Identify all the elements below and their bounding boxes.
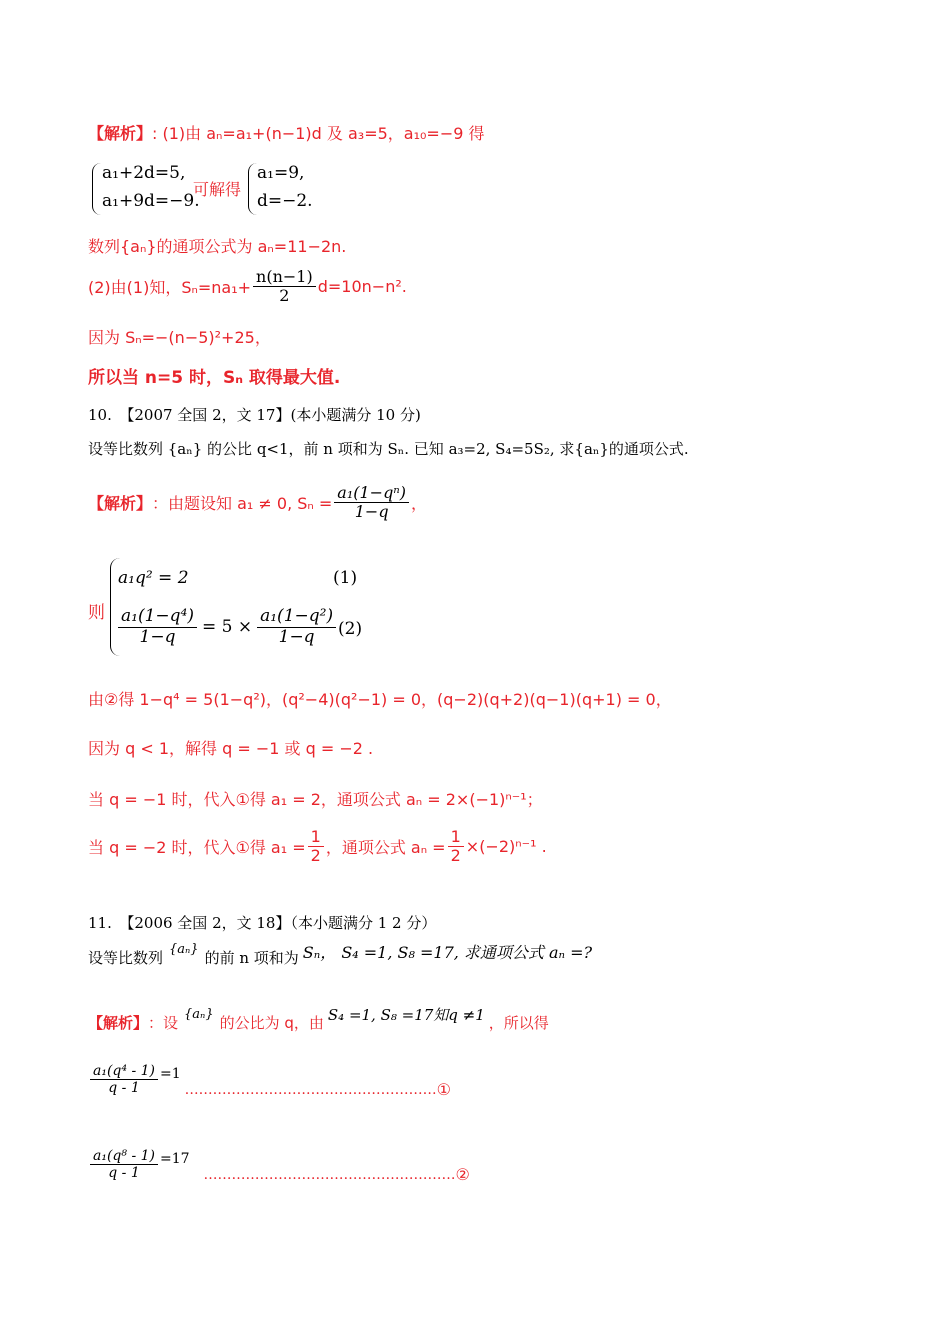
system1-eq2: a₁+9d=−9.	[102, 191, 200, 211]
q10-eq1: a₁q² = 2	[118, 568, 189, 588]
sn-den: 1−q	[354, 502, 389, 522]
part2-fraction	[253, 268, 316, 306]
q10-eq1-tag: (1)	[333, 568, 358, 588]
q10-statement: 设等比数列 {aₙ} 的公比 q<1，前 n 项和为 Sₙ. 已知 a₃=2, S₄=5S₂, 求{aₙ}的通项公式.	[88, 440, 689, 458]
q11-intro-b: 的公比为 q，由	[219, 1014, 324, 1032]
eq2-left-num: a₁(1−q⁴)	[118, 607, 197, 628]
conclusion-line: 所以当 n=5 时，Sₙ 取得最大值.	[88, 368, 341, 388]
q10-solution-intro	[88, 484, 427, 522]
case2-c: ×(−2)ⁿ⁻¹ .	[465, 837, 547, 857]
f1-dots: ………………………………………………	[184, 1081, 437, 1098]
eq2-right-num: a₁(1−q²)	[257, 607, 336, 628]
solution-tag: 【解析】	[88, 494, 153, 514]
q11-intro-c: S₄ =1, S₈ =17知q ≠1	[327, 1006, 485, 1024]
f1-frac	[90, 1063, 158, 1096]
sn-num: a₁(1−qⁿ)	[334, 484, 409, 503]
q11-statement-c: Sₙ， S₄ =1, S₈ =17, 求通项公式 aₙ =?	[302, 943, 593, 962]
q11-intro-seq: {aₙ}	[184, 1007, 214, 1022]
eq2-left-frac	[118, 607, 197, 647]
q11-formula1	[88, 1063, 451, 1100]
solve-word: 可解得	[193, 180, 242, 199]
f1-num: a₁(q⁴ - 1)	[90, 1063, 158, 1080]
q11-statement	[88, 942, 593, 969]
q11-seq: {aₙ}	[169, 942, 199, 957]
general-term: 数列{aₙ}的通项公式为 aₙ=11−2n.	[88, 237, 347, 256]
q11-intro-a: ：设	[148, 1014, 179, 1032]
solution-tag: 【解析】	[88, 1014, 149, 1032]
q11-solution-intro	[88, 1006, 549, 1033]
eq2-right-den: 1−q	[278, 626, 315, 647]
f2-num: a₁(q⁸ - 1)	[90, 1148, 158, 1165]
q11-intro-d: ，所以得	[488, 1014, 549, 1032]
q10-intro-end: ，	[411, 494, 428, 514]
system1-eq1: a₁+2d=5,	[102, 163, 186, 183]
system2-eq2: d=−2.	[257, 191, 313, 211]
f1-mark: ①	[436, 1080, 451, 1100]
q9-part2	[88, 268, 407, 306]
from-eq2-line: 由②得 1−q⁴ = 5(1−q²)，(q²−4)(q²−1) = 0，(q−2)(q+2)(q−1)(q+1) = 0，	[88, 690, 672, 709]
because-line: 因为 Sₙ=−(n−5)²+25，	[88, 328, 271, 347]
q11-statement-b: 的前 n 项和为	[204, 949, 299, 967]
f2-dots: ………………………………………………	[203, 1166, 456, 1183]
part2-frac-num: n(n−1)	[253, 268, 316, 287]
case2-frac2-den: 2	[450, 846, 461, 866]
system1-brace	[92, 163, 101, 215]
f2-den: q - 1	[108, 1165, 140, 1182]
q10-eq2-tag: (2)	[338, 619, 363, 639]
part2-post: d=10n−n².	[317, 277, 407, 297]
since-line: 因为 q < 1，解得 q = −1 或 q = −2 .	[88, 739, 374, 758]
then-word: 则	[88, 603, 105, 623]
case2-frac1-den: 2	[310, 846, 321, 866]
f1-den: q - 1	[108, 1080, 140, 1097]
case2-line	[88, 828, 547, 866]
q10-intro-text: ：由题设知 a₁ ≠ 0, Sₙ =	[152, 494, 333, 514]
case2-b: ，通项公式 aₙ =	[325, 838, 446, 858]
case1-line: 当 q = −1 时，代入①得 a₁ = 2，通项公式 aₙ = 2×(−1)ⁿ⁻¹；	[88, 790, 543, 809]
f1-rhs: =1	[160, 1065, 181, 1082]
eq2-right-frac	[257, 607, 336, 647]
case2-frac2-num: 1	[448, 828, 464, 847]
f2-mark: ②	[455, 1165, 470, 1185]
q9-solution-line1	[88, 121, 485, 144]
case2-a: 当 q = −2 时，代入①得 a₁ =	[88, 838, 306, 858]
eq2-left-den: 1−q	[139, 626, 176, 647]
system2-eq1: a₁=9,	[257, 163, 305, 183]
case2-frac1-num: 1	[308, 828, 324, 847]
part2-pre: (2)由(1)知，Sₙ=na₁+	[88, 278, 252, 298]
q11-formula2	[88, 1148, 470, 1185]
f2-frac	[90, 1148, 158, 1181]
case2-frac1	[308, 828, 324, 866]
part2-frac-den: 2	[279, 286, 290, 306]
eq2-mid: = 5 ×	[201, 617, 253, 638]
case2-frac2	[448, 828, 464, 866]
q9-line1-text: : (1)由 aₙ=a₁+(n−1)d 及 a₃=5，a₁₀=−9 得	[152, 124, 485, 143]
q10-eq2	[116, 607, 338, 647]
system2-brace	[248, 163, 257, 215]
q11-header: 11. 【2006 全国 2，文 18】（本小题满分 1 2 分）	[88, 914, 437, 932]
sn-formula	[334, 484, 409, 522]
solution-tag: 【解析】	[88, 124, 153, 143]
f2-rhs: =17	[160, 1150, 190, 1167]
q10-header: 10. 【2007 全国 2，文 17】(本小题满分 10 分)	[88, 406, 421, 424]
q11-statement-a: 设等比数列	[88, 949, 164, 967]
